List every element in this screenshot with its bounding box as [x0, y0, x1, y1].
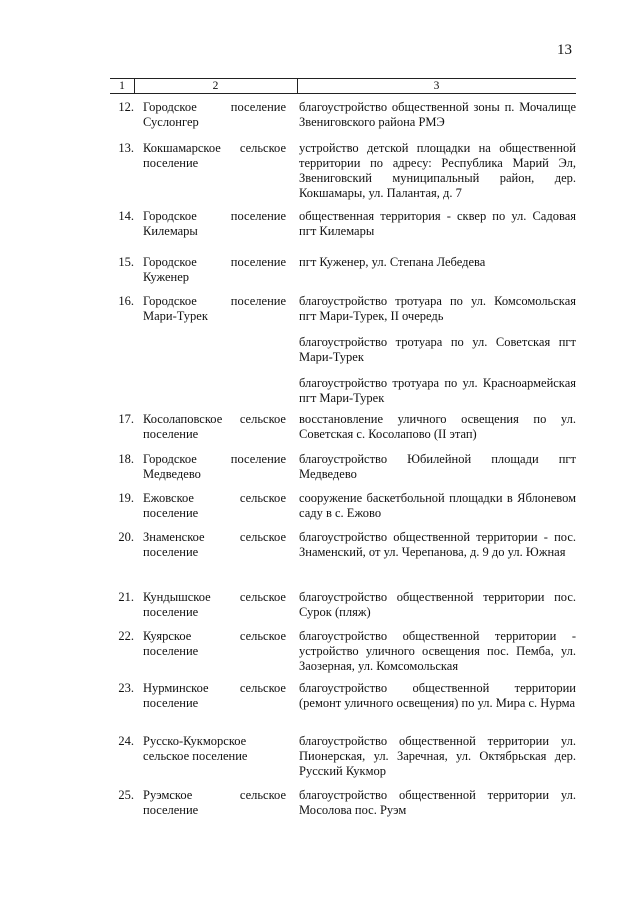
header-col-3: 3 [433, 80, 440, 92]
description-line: благоустройство общественной территории ул. Мосолова пос. Руэм [299, 788, 576, 817]
municipality-name: Городское поселение Медведево [143, 452, 286, 481]
row-number: 18. [118, 452, 134, 466]
header-col-1: 1 [110, 79, 135, 93]
project-description [299, 491, 576, 532]
project-description [299, 255, 576, 281]
project-description [299, 629, 576, 685]
municipality-name: Косолаповское сельское поселение [143, 412, 286, 441]
row-number: 17. [118, 412, 134, 426]
description-line: благоустройство тротуара по ул. Комсомольская пгт Мари-Турек, II очередь [299, 294, 576, 323]
description-line: благоустройство общественной территории - пос. Знаменский, от ул. Черепанова, д. 9 до ул. Южная [299, 530, 576, 559]
project-description [299, 141, 576, 212]
row-number: 19. [118, 491, 134, 505]
description-line: устройство детской площадки на общественной территории по адресу: Республика Марий Эл, Звениговский муниципальный район, дер. Кокшамары, ул. Палантая, д. 7 [299, 141, 576, 200]
project-description [299, 209, 576, 250]
description-line: благоустройство общественной зоны п. Мочалище Звениговского района РМЭ [299, 100, 576, 129]
description-line: благоустройство тротуара по ул. Красноармейская пгт Мари-Турек [299, 376, 576, 405]
row-number: 12. [118, 100, 134, 114]
description-line: благоустройство общественной территории ул. Пионерская, ул. Заречная, ул. Октябрьская дер. Русский Кукмор [299, 734, 576, 778]
project-description [299, 294, 576, 417]
municipality-name: Городское поселение Килемары [143, 209, 286, 238]
project-description [299, 788, 576, 829]
description-line: благоустройство общественной территории - устройство уличного освещения пос. Пемба, ул. Заозерная, ул. Комсомольская [299, 629, 576, 673]
municipality-name: Кундышское сельское поселение [143, 590, 286, 619]
description-line: благоустройство общественной территории (ремонт уличного освещения) по ул. Мира с. Нурма [299, 681, 576, 710]
row-number: 15. [118, 255, 134, 269]
project-description [299, 100, 576, 141]
description-line: благоустройство тротуара по ул. Советская пгт Мари-Турек [299, 335, 576, 364]
municipality-name: Куярское сельское поселение [143, 629, 286, 658]
header-col-2: 2 [134, 79, 298, 93]
municipality-name: Кокшамарское сельское поселение [143, 141, 286, 170]
row-number: 21. [118, 590, 134, 604]
description-line: сооружение баскетбольной площадки в Яблоневом саду в с. Ежово [299, 491, 576, 520]
project-description [299, 681, 576, 722]
description-line: общественная территория - сквер по ул. Садовая пгт Килемары [299, 209, 576, 238]
municipality-name: Городское поселение Мари-Турек [143, 294, 286, 323]
row-number: 24. [118, 734, 134, 748]
project-description [299, 530, 576, 571]
page-number: 13 [557, 42, 572, 58]
row-number: 14. [118, 209, 134, 223]
row-number: 13. [118, 141, 134, 155]
description-line: восстановление уличного освещения по ул. Советская с. Косолапово (II этап) [299, 412, 576, 441]
row-number: 22. [118, 629, 134, 643]
project-description [299, 452, 576, 493]
description-line: пгт Куженер, ул. Степана Лебедева [299, 255, 486, 269]
row-number: 23. [118, 681, 134, 695]
description-line: благоустройство Юбилейной площади пгт Медведево [299, 452, 576, 481]
table-header [110, 78, 576, 94]
municipality-name: Знаменское сельское поселение [143, 530, 286, 559]
municipality-name: Ежовское сельское поселение [143, 491, 286, 520]
municipality-name: Городское поселение Куженер [143, 255, 286, 284]
project-description [299, 590, 576, 631]
municipality-name: Русско-Кукморское сельское поселение [143, 734, 248, 763]
project-description [299, 734, 576, 790]
municipality-name: Нурминское сельское поселение [143, 681, 286, 710]
row-number: 20. [118, 530, 134, 544]
row-number: 16. [118, 294, 134, 308]
municipality-name: Руэмское сельское поселение [143, 788, 286, 817]
row-number: 25. [118, 788, 134, 802]
project-description [299, 412, 576, 453]
municipality-name: Городское поселение Суслонгер [143, 100, 286, 129]
description-line: благоустройство общественной территории пос. Сурок (пляж) [299, 590, 576, 619]
